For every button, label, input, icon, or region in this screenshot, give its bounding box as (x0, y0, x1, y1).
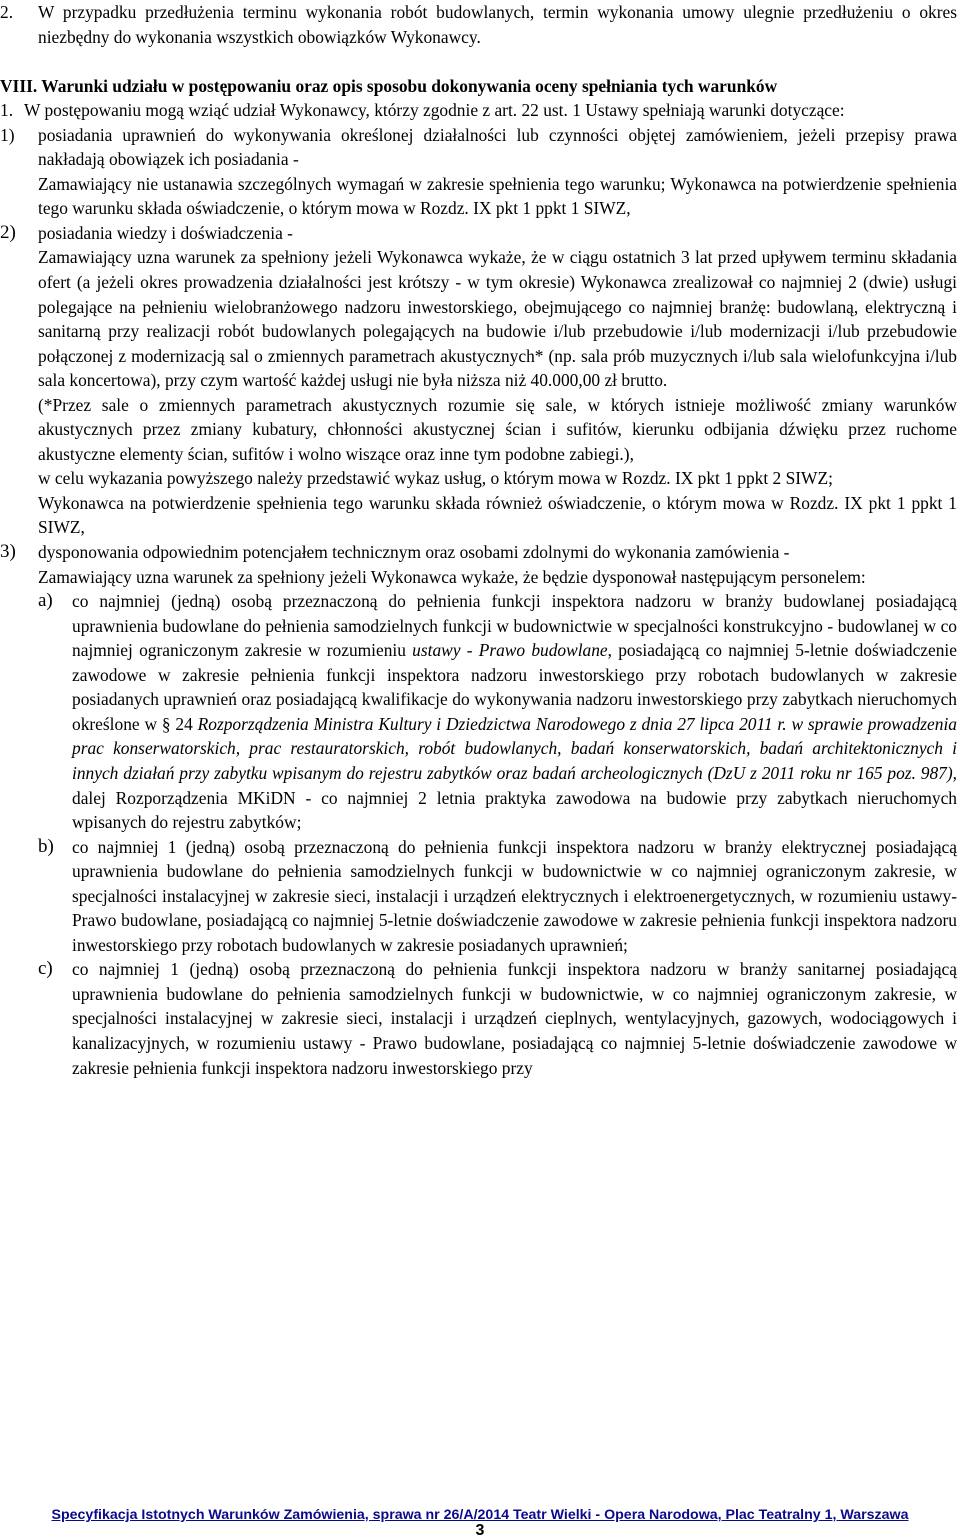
condition-2-list-reference: w celu wykazania powyższego należy przedstawić wykaz usług, o którym mowa w Rozdz. IX pkt 1 ppkt 2 SIWZ; (38, 468, 833, 489)
item-1-text: W postępowaniu mogą wziąć udział Wykonawcy, którzy zgodnie z art. 22 ust. 1 Ustawy spełniają warunki dotyczące: (24, 100, 845, 121)
condition-3-text: dysponowania odpowiednim potencjałem technicznym oraz osobami zdolnymi do wykonania zamówienia - (38, 542, 790, 563)
personnel-a-act-name: ustawy - Prawo budowlane (412, 640, 608, 661)
personnel-b-letter: b) (38, 835, 54, 857)
condition-2-footnote: (*Przez sale o zmiennych parametrach akustycznych rozumie się sale, w których istnieje możliwość zmiany warunków akustycznych przez zmiany kubatury, chłonności akustycznej ścian i sufitów, kierunku odbijania dźwięku przez ruchome akustyczne elementy ścian, sufitów i wolno wiszące oraz inne tym podobne zabiegi.), (38, 394, 957, 464)
personnel-a-part-2: , posiadającą co najmniej 5-letnie doświadczenie zawodowe w zakresie pełnienia funkcji inspektora nadzoru inwestorskiego przy robotach budowlanych w zakresie posiadanych uprawnień oraz posiadającą kwalifikacje do wykonywania nadzoru inwestorskiego przy zabytkach nieruchomych określone w § 24 (72, 640, 957, 734)
item-1-number: 1. (0, 100, 14, 121)
personnel-c-text: co najmniej 1 (jedną) osobą przeznaczoną do pełnienia funkcji inspektora nadzoru w branży sanitarnej posiadającą uprawnienia budowlane do pełnienia samodzielnych funkcji w budownictwie, w co najmniej ograniczonym zakresie, w specjalności instalacyjnej w zakresie sieci, instalacji i urządzeń cieplnych, wentylacyjnych, gazowych, wodociągowych i kanalizacyjnych, w rozumieniu ustawy - Prawo budowlane, posiadającą co najmniej 5-letnie doświadczenie zawodowe w zakresie pełnienia funkcji inspektora nadzoru inwestorskiego przy (72, 959, 957, 1078)
personnel-a-part-3: dalej Rozporządzenia MKiDN - co najmniej 2 letnia praktyka zawodowa na budowie przy zabytkach nieruchomych wpisanych do rejestru zabytków; (72, 787, 957, 833)
condition-1-detail: Zamawiający nie ustanawia szczególnych wymagań w zakresie spełnienia tego warunku; Wykonawca na potwierdzenie spełnienia tego warunku składa oświadczenie, o którym mowa w Rozdz. IX pkt 1 ppkt 1 SIWZ, (38, 173, 957, 219)
item-2-text: W przypadku przedłużenia terminu wykonania robót budowlanych, termin wykonania umowy ulegnie przedłużeniu o okres niezbędny do wykonania wszystkich obowiązków Wykonawcy. (38, 2, 957, 47)
item-2 (0, 0, 957, 49)
condition-2-detail: Zamawiający uzna warunek za spełniony jeżeli Wykonawca wykaże, że w ciągu ostatnich 3 lat przed upływem terminu składania ofert (a jeżeli okres prowadzenia działalności jest krótszy - w tym okresie) Wykonawca zrealizował co najmniej 2 (dwie) usługi polegające na pełnieniu wielobranżowego nadzoru inwestorskiego, obejmującego co najmniej branżę: budowlaną, elektryczną i sanitarną przy realizacji robót budowlanych polegających na budowie i/lub przebudowie i/lub modernizacji i/lub przebudowie połączonej z modernizacją sal o zmiennych parametrach akustycznych* (np. sala prób muzycznych i/lub sala wielofunkcyjna i/lub sala koncertowa), przy czym wartość każdej usługi nie była niższa niż 40.000,00 zł brutto. (38, 247, 957, 391)
page-number: 3 (475, 1522, 485, 1539)
personnel-a-letter: a) (38, 590, 53, 612)
item-2-number: 2. (0, 2, 14, 22)
condition-1 (0, 123, 957, 172)
condition-2 (0, 221, 957, 246)
condition-1-number: 1) (0, 124, 15, 145)
personnel-b-text: co najmniej 1 (jedną) osobą przeznaczoną do pełnienia funkcji inspektora nadzoru w branży elektrycznej posiadającą uprawnienia budowlane do pełnienia samodzielnych funkcji w budownictwie w co najmniej ograniczonym zakresie, w specjalności instalacyjnej w zakresie sieci, instalacji i urządzeń elektrycznych i elektroenergetycznych, w rozumieniu ustawy-Prawo budowlane, posiadającą co najmniej 5-letnie doświadczenie zawodowe w zakresie pełnienia funkcji inspektora nadzoru inwestorskiego przy robotach budowlanych w zakresie posiadanych uprawnień; (72, 836, 957, 955)
condition-3-number: 3) (0, 541, 16, 563)
condition-2-text: posiadania wiedzy i doświadczenia - (38, 222, 293, 243)
section-title: Warunki udziału w postępowaniu oraz opis sposobu dokonywania oceny spełniania tych warunków (41, 75, 778, 96)
item-1 (0, 98, 957, 123)
personnel-a (0, 589, 957, 834)
condition-3 (0, 540, 957, 565)
section-number: VIII. (0, 75, 38, 96)
personnel-a-regulation: Rozporządzenia Ministra Kultury i Dziedzictwa Narodowego z dnia 27 lipca 2011 r. w sprawie prowadzenia prac konserwatorskich, prac restauratorskich, robót budowlanych, badań konserwatorskich, badań architektonicznych i innych działań przy zabytku wpisanym do rejestru zabytków oraz badań archeologicznych (DzU z 2011 roku nr 165 poz. 987), (72, 713, 958, 783)
section-8-heading (0, 74, 957, 99)
condition-1-text: posiadania uprawnień do wykonywania określonej działalności lub czynności objętej zamówieniem, jeżeli przepisy prawa nakładają obowiązek ich posiadania - (38, 124, 957, 170)
personnel-b (0, 835, 957, 958)
personnel-c-letter: c) (38, 958, 53, 980)
page-footer: Specyfikacja Istotnych Warunków Zamówienia, sprawa nr 26/A/2014 Teatr Wielki - Opera Narodowa, Plac Teatralny 1, Warszawa (51, 1507, 909, 1523)
personnel-c (0, 957, 957, 1080)
condition-3-detail: Zamawiający uzna warunek za spełniony jeżeli Wykonawca wykaże, że będzie dysponował następującym personelem: (38, 566, 866, 587)
section-heading (0, 74, 957, 99)
personnel-a-text (72, 589, 957, 834)
condition-2-statement: Wykonawca na potwierdzenie spełnienia tego warunku składa również oświadczenie, o którym mowa w Rozdz. IX pkt 1 ppkt 1 SIWZ, (38, 492, 957, 538)
personnel-a-part-1: co najmniej (jedną) osobą przeznaczoną do pełnienia funkcji inspektora nadzoru w branży budowlanej posiadającą uprawnienia budowlane do pełnienia samodzielnych funkcji w budownictwie w specjalności konstrukcyjno - budowlanej w co najmniej ograniczonym zakresie w rozumieniu (72, 591, 957, 661)
condition-2-number: 2) (0, 221, 16, 243)
